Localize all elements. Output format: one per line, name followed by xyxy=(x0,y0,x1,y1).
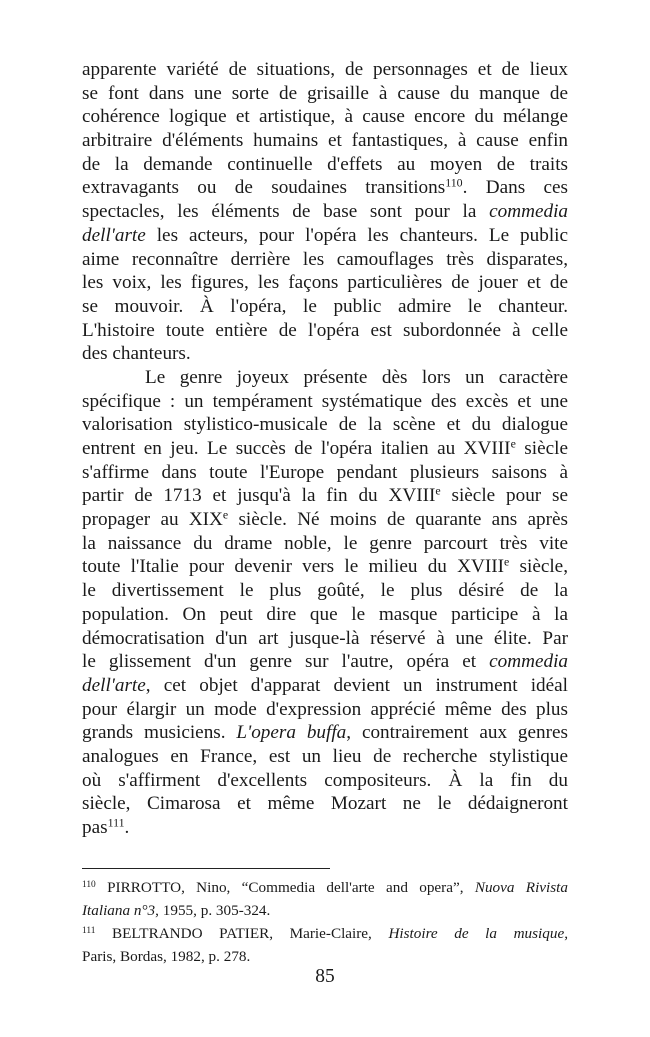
text-line xyxy=(82,437,568,461)
text-line xyxy=(82,129,568,153)
text-line xyxy=(82,461,568,485)
footnote-separator xyxy=(82,868,330,869)
text-line xyxy=(82,792,568,816)
footnotes xyxy=(82,876,568,968)
text-line xyxy=(82,342,568,366)
italic-text: L'opera buffa xyxy=(236,722,347,744)
text-run: se font dans une sorte de grisaille à cause du manque de xyxy=(82,82,568,104)
text-run: cohérence logique et artistique, à cause encore du mélange xyxy=(82,106,568,128)
text-run: démocratisation d'un art jusque-là réservé à une élite. Par xyxy=(82,627,568,649)
text-run: aime reconnaître derrière les camouflages très disparates, xyxy=(82,248,568,270)
text-line xyxy=(82,698,568,722)
text-line xyxy=(82,532,568,556)
text-line xyxy=(82,366,568,390)
text-line xyxy=(82,200,568,224)
text-run: . Dans ces xyxy=(462,177,569,199)
text-line xyxy=(82,248,568,272)
italic-text: Italiana n°3 xyxy=(82,902,156,919)
text-run: de la demande continuelle d'effets au moyen de traits xyxy=(82,153,568,175)
superscript: e xyxy=(222,507,229,522)
text-line xyxy=(82,816,568,840)
superscript: e xyxy=(510,436,516,451)
text-line xyxy=(82,153,568,177)
superscript: 110 xyxy=(445,175,463,190)
text-line xyxy=(82,508,568,532)
text-run: , contrairement aux genres xyxy=(346,722,568,744)
text-line xyxy=(82,555,568,579)
text-run: siècle xyxy=(515,438,568,459)
italic-text: Histoire de la musique xyxy=(388,925,565,942)
text-run: , xyxy=(564,925,568,942)
text-run: valorisation stylistico-musicale de la scène et du dialogue xyxy=(82,414,568,436)
superscript: 110 xyxy=(82,879,96,890)
text-run: population. On peut dire que le masque participe à la xyxy=(82,603,568,625)
text-run: , cet objet d'apparat devient un instrument idéal xyxy=(145,674,568,696)
text-run: . xyxy=(124,817,130,838)
italic-text: dell'arte xyxy=(82,674,146,696)
text-run: siècle, Cimarosa et même Mozart ne le dédaigneront xyxy=(82,793,568,815)
text-line xyxy=(82,603,568,627)
text-run: analogues en France, est un lieu de recherche stylistique xyxy=(82,745,568,767)
text-line xyxy=(82,390,568,414)
text-run: toute l'Italie pour devenir vers le milieu du XVIII xyxy=(82,556,505,578)
text-line xyxy=(82,484,568,508)
text-run: spécifique : un tempérament systématique des excès et une xyxy=(82,390,568,412)
text-line xyxy=(82,745,568,769)
footnote-line xyxy=(82,876,568,899)
text-run: PIRROTTO, Nino, “Commedia dell'arte and opera”, xyxy=(95,879,475,896)
text-run: des chanteurs. xyxy=(82,343,191,365)
text-run: s'affirme dans toute l'Europe pendant plusieurs saisons à xyxy=(82,461,568,483)
text-run: spectacles, les éléments de base sont pour la xyxy=(82,201,490,223)
text-line xyxy=(82,769,568,793)
text-run: Le genre joyeux présente dès lors un caractère xyxy=(145,366,568,388)
text-run: les voix, les figures, les façons particulières de jouer et de xyxy=(82,272,568,294)
italic-text: dell'arte xyxy=(82,224,146,246)
text-line xyxy=(82,82,568,106)
superscript: e xyxy=(504,554,510,569)
text-run: le divertissement le plus goûté, le plus désiré de la xyxy=(82,580,568,602)
text-line xyxy=(82,627,568,651)
text-line xyxy=(82,413,568,437)
text-run: propager au XIX xyxy=(82,509,223,531)
text-line xyxy=(82,58,568,82)
text-run: BELTRANDO PATIER, Marie-Claire, xyxy=(95,925,389,942)
text-run: grands musiciens. xyxy=(82,722,237,744)
text-run: pour élargir un mode d'expression apprécié même des plus xyxy=(82,698,568,720)
text-run: siècle, xyxy=(509,556,568,578)
text-run: se mouvoir. À l'opéra, le public admire le chanteur. xyxy=(82,295,568,317)
text-run: siècle pour se xyxy=(440,485,568,507)
text-run: partir de 1713 et jusqu'à la fin du XVIII xyxy=(82,485,436,507)
text-run: les acteurs, pour l'opéra les chanteurs. Le public xyxy=(145,224,568,246)
text-run: siècle. Né moins de quarante ans après xyxy=(228,509,568,531)
body-text xyxy=(82,58,568,840)
text-run: où s'affirment d'excellents compositeurs. À la fin du xyxy=(82,769,568,791)
italic-text: Nuova Rivista xyxy=(474,879,568,896)
text-run: le glissement d'un genre sur l'autre, opéra et xyxy=(82,651,490,673)
superscript: 111 xyxy=(107,815,125,830)
text-run: entrent en jeu. Le succès de l'opéra italien au XVIII xyxy=(82,438,511,459)
italic-text: commedia xyxy=(489,651,568,673)
text-run: extravagants ou de soudaines transitions xyxy=(82,177,446,199)
superscript: 111 xyxy=(82,925,96,936)
text-run: Paris, Bordas, 1982, p. 278. xyxy=(82,948,251,965)
text-line xyxy=(82,295,568,319)
footnote-line xyxy=(82,945,568,968)
text-line xyxy=(82,224,568,248)
page-number: 85 xyxy=(315,966,335,987)
text-run: la naissance du drame noble, le genre parcourt très vite xyxy=(82,532,568,554)
italic-text: commedia xyxy=(489,201,568,223)
text-line xyxy=(82,105,568,129)
superscript: e xyxy=(435,483,441,498)
footnote-line xyxy=(82,922,568,945)
text-run: pas xyxy=(82,817,108,838)
text-run: , 1955, p. 305-324. xyxy=(155,902,271,919)
text-line xyxy=(82,579,568,603)
text-run: apparente variété de situations, de personnages et de lieux xyxy=(82,59,568,80)
text-line xyxy=(82,176,568,200)
text-line xyxy=(82,721,568,745)
text-line xyxy=(82,271,568,295)
text-run: arbitraire d'éléments humains et fantastiques, à cause enfin xyxy=(82,130,568,152)
text-run: L'histoire toute entière de l'opéra est subordonnée à celle xyxy=(82,319,568,341)
text-line xyxy=(82,650,568,674)
footnote-line xyxy=(82,899,568,922)
text-line xyxy=(82,674,568,698)
text-line xyxy=(82,319,568,343)
